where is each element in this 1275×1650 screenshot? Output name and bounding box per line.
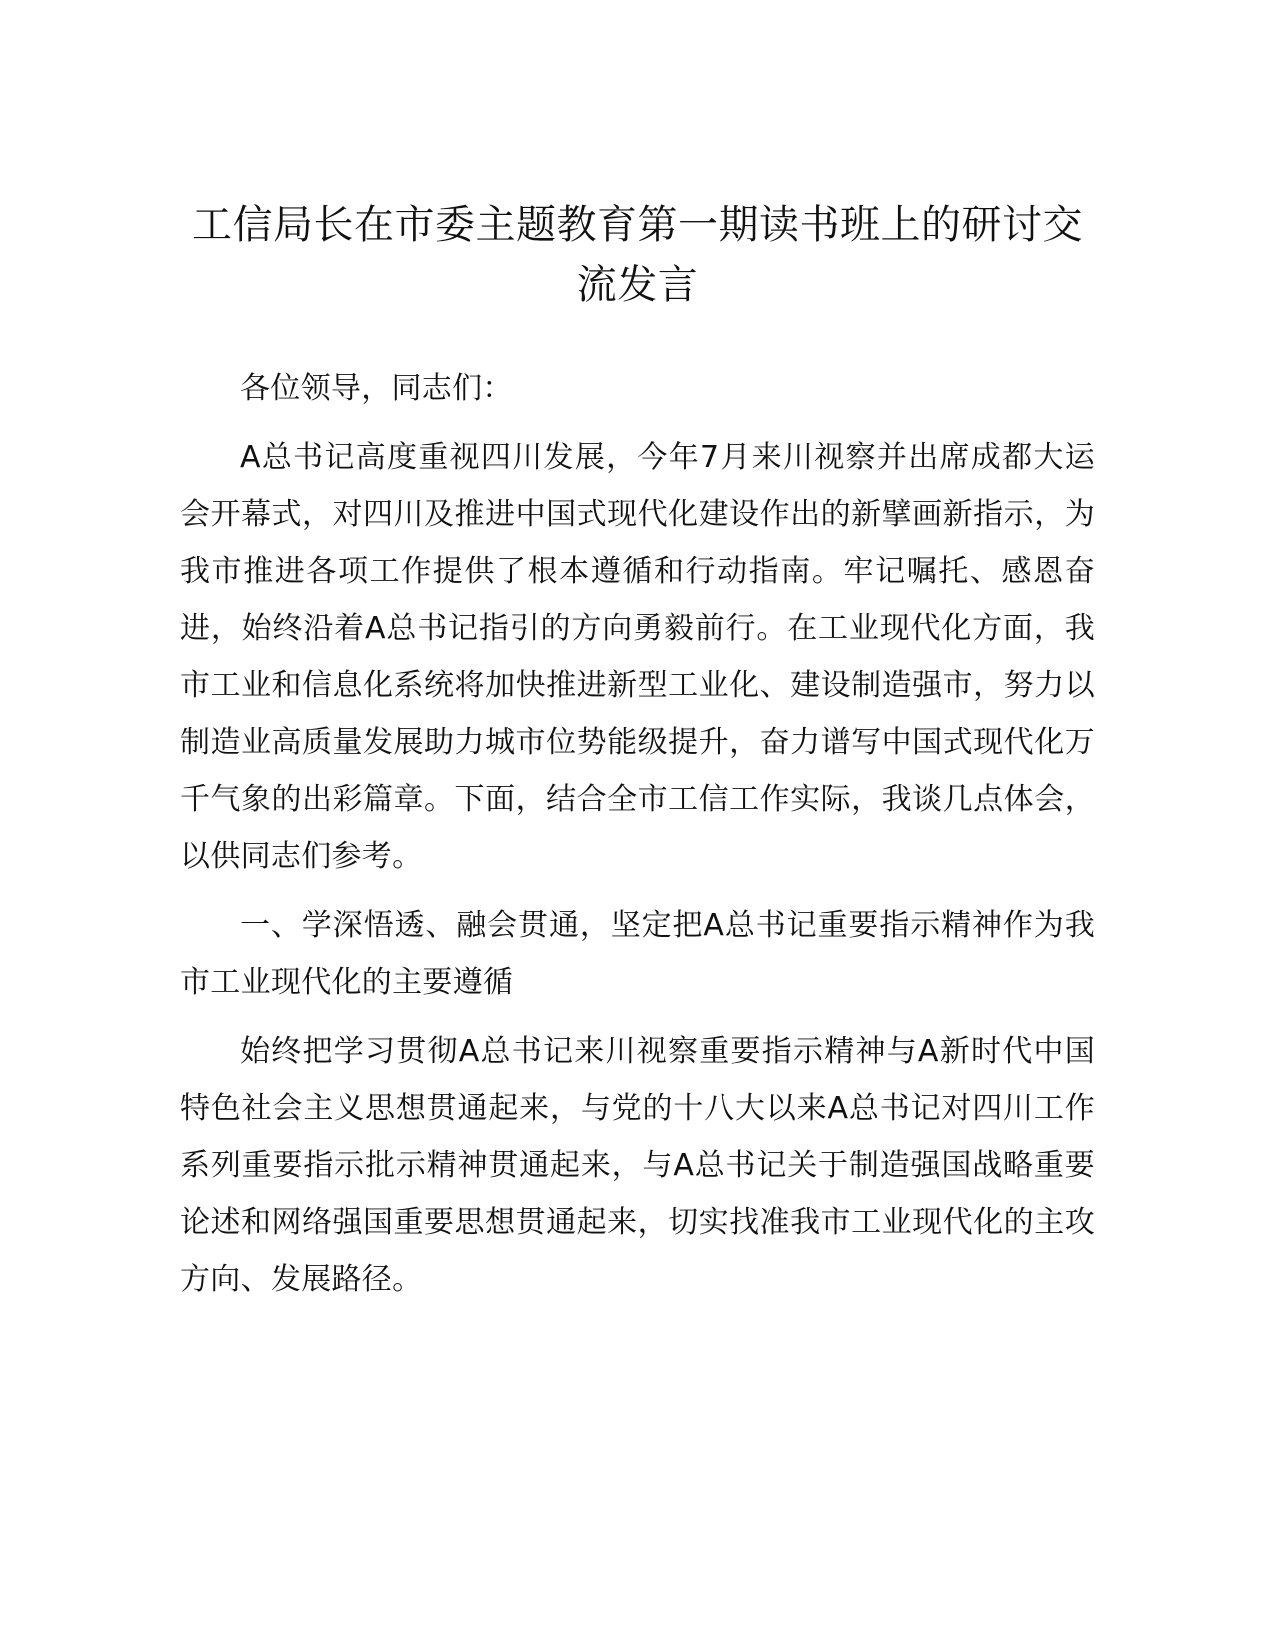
salutation: 各位领导，同志们：: [240, 371, 513, 406]
section-heading-1: 一、学深悟透、融会贯通，坚定把A总书记重要指示精神作为我市工业现代化的主要遵循: [180, 908, 1095, 1000]
document-title: 工信局长在市委主题教育第一期读书班上的研讨交流发言: [192, 202, 1083, 308]
document-body: [180, 360, 1095, 1320]
paragraph-intro: A总书记高度重视四川发展，今年7月来川视察并出席成都大运会开幕式，对四川及推进中国式现代化建设作出的新擘画新指示，为我市推进各项工作提供了根本遵循和行动指南。牢记嘱托、感恩奋进，始终沿着A总书记指引的方向勇毅前行。在工业现代化方面，我市工业和信息化系统将加快推进新型工业化、建设制造强市，努力以制造业高质量发展助力城市位势能级提升，奋力谱写中国式现代化万千气象的出彩篇章。下面，结合全市工信工作实际，我谈几点体会，以供同志们参考。: [180, 440, 1095, 874]
paragraph-section-1: 始终把学习贯彻A总书记来川视察重要指示精神与A新时代中国特色社会主义思想贯通起来，与党的十八大以来A总书记对四川工作系列重要指示批示精神贯通起来，与A总书记关于制造强国战略重要论述和网络强国重要思想贯通起来，切实找准我市工业现代化的主攻方向、发展路径。: [180, 1034, 1095, 1297]
